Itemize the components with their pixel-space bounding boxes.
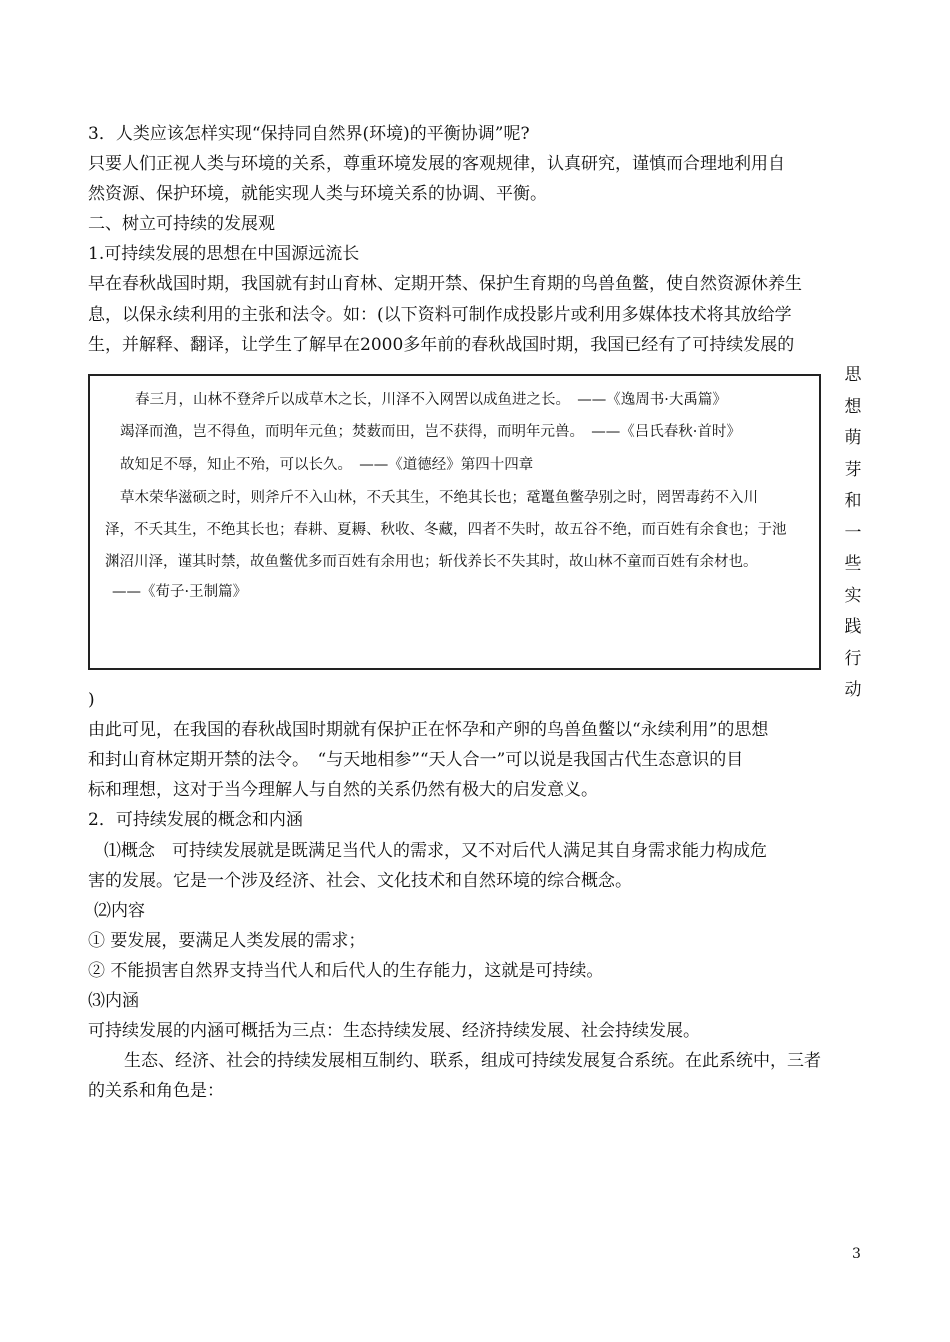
closing-parenthesis: ) bbox=[88, 690, 95, 710]
vertical-text-column bbox=[842, 363, 864, 710]
concept-line-2: 害的发展。它是一个涉及经济、社会、文化技术和自然环境的综合概念。 bbox=[88, 871, 632, 891]
conclusion-line-2: 和封山育林定期开禁的法令。 “与天地相参”“天人合一”可以说是我国古代生态意识的目 bbox=[88, 750, 744, 770]
answer-line-1: 只要人们正视人类与环境的关系，尊重环境发展的客观规律，认真研究，谨慎而合理地利用自 bbox=[88, 154, 785, 174]
connotation-heading: ⑶内涵 bbox=[88, 991, 139, 1011]
quote-xunzi-line-2: 泽，不夭其生，不绝其长也；春耕、夏耨、秋收、冬藏，四者不失时，故五谷不绝，而百姓有余食也；于池 bbox=[105, 522, 787, 538]
quote-daodejing: 故知足不辱，知止不殆，可以长久。 ——《道德经》第四十四章 bbox=[120, 457, 534, 473]
vertical-char: 一 bbox=[844, 522, 862, 543]
subsection-heading-2: 2．可持续发展的概念和内涵 bbox=[88, 810, 303, 830]
history-line-1: 早在春秋战国时期，我国就有封山育林、定期开禁、保护生育期的鸟兽鱼鳖，使自然资源休养生 bbox=[88, 274, 802, 294]
vertical-char: 思 bbox=[844, 365, 862, 385]
content-item-1: ① 要发展，要满足人类发展的需求； bbox=[88, 931, 366, 951]
section-heading: 二、树立可持续的发展观 bbox=[88, 214, 275, 234]
conclusion-line-1: 由此可见，在我国的春秋战国时期就有保护正在怀孕和产卵的鸟兽鱼鳖以“永续利用”的思想 bbox=[88, 720, 769, 740]
classical-quotes-box bbox=[88, 374, 821, 670]
quote-xunzi-line-3: 渊沼川泽，谨其时禁，故鱼鳖优多而百姓有余用也；斩伐养长不失其时，故山林不童而百姓有余材也。 bbox=[105, 554, 758, 570]
subsection-heading-1: 1.可持续发展的思想在中国源远流长 bbox=[88, 244, 360, 264]
page-number: 3 bbox=[852, 1246, 861, 1262]
vertical-char: 和 bbox=[844, 491, 862, 511]
quote-xunzi-source: ——《荀子·王制篇》 bbox=[112, 584, 248, 600]
answer-line-2: 然资源、保护环境，就能实现人类与环境关系的协调、平衡。 bbox=[88, 184, 547, 204]
connotation-line-2: 生态、经济、社会的持续发展相互制约、联系，组成可持续发展复合系统。在此系统中，三者 bbox=[124, 1051, 821, 1071]
vertical-char: 萌 bbox=[844, 428, 862, 448]
vertical-char: 实 bbox=[844, 585, 862, 606]
vertical-char: 想 bbox=[844, 396, 862, 417]
vertical-char: 行 bbox=[844, 648, 862, 669]
vertical-char: 动 bbox=[844, 680, 862, 700]
vertical-char: 芽 bbox=[844, 459, 862, 480]
conclusion-line-3: 标和理想，这对于当今理解人与自然的关系仍然有极大的启发意义。 bbox=[88, 780, 598, 800]
quote-lvshichunqiu: 竭泽而渔，岂不得鱼，而明年元鱼；焚薮而田，岂不获得，而明年元兽。 ——《吕氏春秋·首时》 bbox=[120, 424, 741, 440]
quote-xunzi-line-1: 草木荣华滋硕之时，则斧斤不入山林，不夭其生，不绝其长也；鼋鼍鱼鳖孕别之时，罔罟毒药不入川 bbox=[120, 490, 758, 506]
vertical-char: 些 bbox=[844, 554, 862, 574]
connotation-line-1: 可持续发展的内涵可概括为三点：生态持续发展、经济持续发展、社会持续发展。 bbox=[88, 1021, 700, 1041]
quote-yizhoushu: 春三月，山林不登斧斤以成草木之长，川泽不入网罟以成鱼进之长。 ——《逸周书·大禹篇》 bbox=[135, 392, 727, 408]
history-line-2: 息，以保永续利用的主张和法令。如：(以下资料可制作成投影片或利用多媒体技术将其放给学 bbox=[88, 305, 792, 325]
vertical-char: 践 bbox=[844, 617, 862, 637]
question-heading: 3．人类应该怎样实现“保持同自然界(环境)的平衡协调”呢? bbox=[88, 124, 530, 144]
content-item-2: ② 不能损害自然界支持当代人和后代人的生存能力，这就是可持续。 bbox=[88, 961, 604, 981]
content-heading: ⑵内容 bbox=[94, 901, 145, 921]
connotation-line-3: 的关系和角色是： bbox=[88, 1081, 224, 1101]
history-line-3: 生，并解释、翻译，让学生了解早在2000多年前的春秋战国时期，我国已经有了可持续发展的 bbox=[88, 335, 795, 355]
concept-line-1: ⑴概念 可持续发展就是既满足当代人的需求，又不对后代人满足其自身需求能力构成危 bbox=[104, 841, 767, 861]
